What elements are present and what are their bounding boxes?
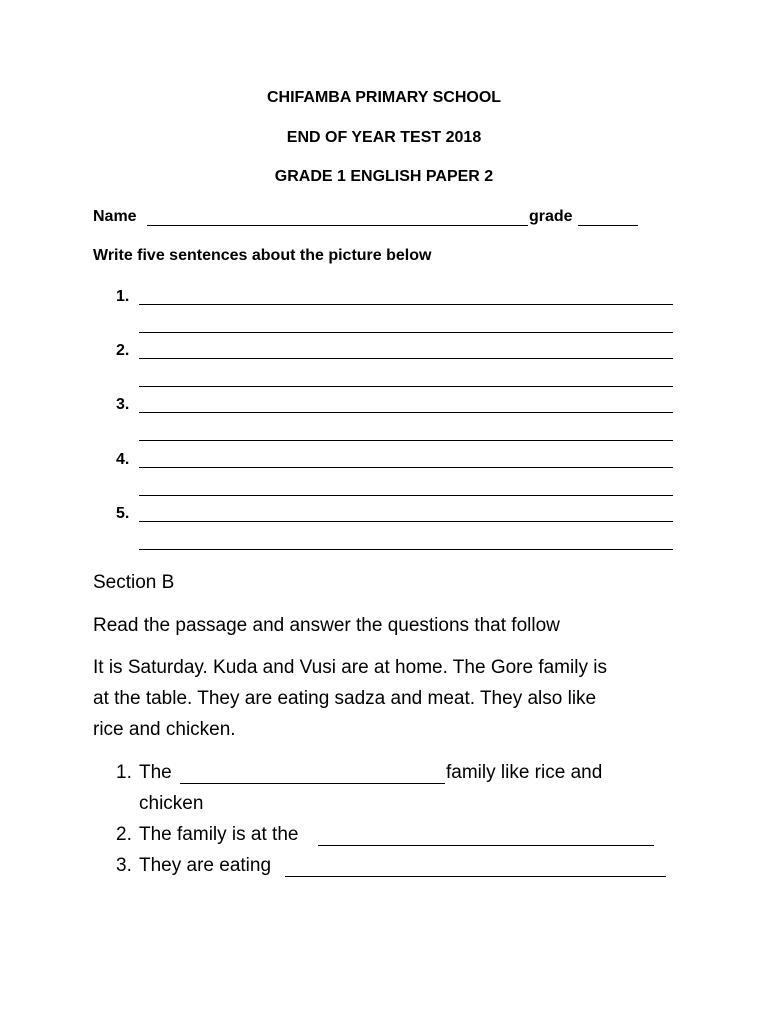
section-b-title: Section B <box>93 572 175 593</box>
question-3-text: They are eating <box>139 855 272 876</box>
passage-line-3: rice and chicken. <box>93 719 236 740</box>
answer-line[interactable] <box>139 467 673 468</box>
answer-number-1: 1. <box>116 288 130 305</box>
answer-number-3: 3. <box>116 396 130 413</box>
answer-line[interactable] <box>139 440 673 441</box>
question-1-text-after: family like rice and <box>446 762 603 783</box>
school-name: CHIFAMBA PRIMARY SCHOOL <box>266 89 502 106</box>
question-2-blank[interactable] <box>318 845 654 846</box>
answer-line[interactable] <box>139 412 673 413</box>
question-2-text: The family is at the <box>139 824 299 845</box>
question-3-blank[interactable] <box>285 876 666 877</box>
answer-line[interactable] <box>139 332 673 333</box>
question-1-text: The <box>139 762 172 783</box>
question-1-continuation: chicken <box>139 793 204 814</box>
answer-line[interactable] <box>139 495 673 496</box>
section-b-instruction: Read the passage and answer the questions that follow <box>93 615 560 636</box>
answer-number-4: 4. <box>116 451 130 468</box>
passage-line-2: at the table. They are eating sadza and meat. They also like <box>93 688 597 709</box>
grade-blank[interactable] <box>578 225 638 226</box>
answer-number-2: 2. <box>116 342 130 359</box>
name-blank[interactable] <box>147 225 528 226</box>
answer-line[interactable] <box>139 521 673 522</box>
answer-number-5: 5. <box>116 505 130 522</box>
answer-line[interactable] <box>139 386 673 387</box>
answer-line[interactable] <box>139 304 673 305</box>
question-number-3: 3. <box>116 855 132 876</box>
question-1-blank[interactable] <box>180 783 445 784</box>
paper-title: GRADE 1 ENGLISH PAPER 2 <box>274 168 494 185</box>
section-a-instruction: Write five sentences about the picture below <box>93 247 432 264</box>
test-title: END OF YEAR TEST 2018 <box>286 129 482 146</box>
passage-line-1: It is Saturday. Kuda and Vusi are at home. The Gore family is <box>93 657 607 678</box>
answer-line[interactable] <box>139 358 673 359</box>
answer-line[interactable] <box>139 549 673 550</box>
question-number-2: 2. <box>116 824 132 845</box>
grade-label: grade <box>529 208 573 225</box>
name-label: Name <box>93 208 137 225</box>
question-number-1: 1. <box>116 762 132 783</box>
